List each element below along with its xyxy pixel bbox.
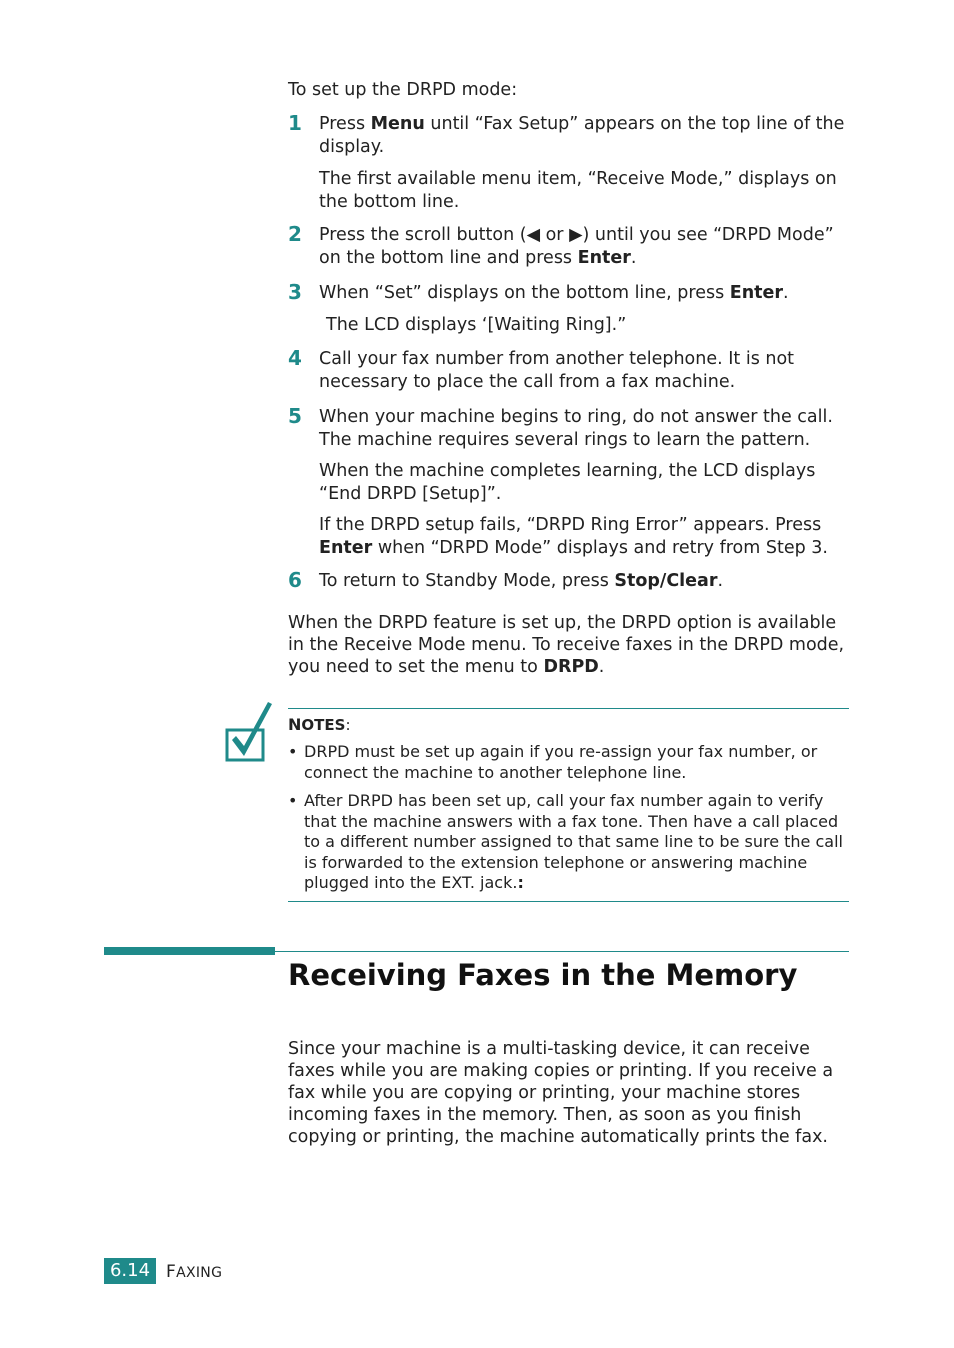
step-note: The first available menu item, “Receive Mode,” displays on the bottom line. — [319, 169, 837, 212]
step-number: 1 — [288, 111, 302, 135]
notes-bottom-rule — [288, 901, 849, 902]
step-note: When the machine completes learning, the LCD displays “End DRPD [Setup]”. — [319, 461, 816, 504]
summary-paragraph: When the DRPD feature is set up, the DRPD option is available in the Receive Mode menu. To receive faxes in the DRPD mode, you need to set the menu to DRPD. — [288, 613, 845, 677]
step-number: 6 — [288, 568, 302, 592]
step-text: Press the scroll button (◀ or ▶) until you see “DRPD Mode” on the bottom line and press Enter. — [319, 225, 834, 268]
section-accent-bar — [104, 947, 275, 955]
step-text: Press Menu until “Fax Setup” appears on the top line of the display. — [319, 114, 845, 157]
note-item: • DRPD must be set up again if you re-assign your fax number, or connect the machine to another telephone line. — [288, 742, 818, 782]
step-text: When your machine begins to ring, do not answer the call. The machine requires several rings to learn the pattern. — [319, 407, 833, 450]
checkmark-note-icon — [224, 700, 276, 764]
section-title: Receiving Faxes in the Memory — [288, 958, 798, 992]
note-item: • After DRPD has been set up, call your fax number again to verify that the machine answers with a fax tone. Then have a call placed to a different number assigned to that same line to be sure the call is forwarded to the extension telephone or answering machine plugged into the EXT. jack.: — [288, 791, 843, 892]
chapter-name: FAXING — [166, 1262, 223, 1282]
step-number: 5 — [288, 404, 302, 428]
step-number: 4 — [288, 346, 302, 370]
step-text: When “Set” displays on the bottom line, press Enter. — [319, 283, 789, 303]
step-number: 3 — [288, 280, 302, 304]
notes-top-rule — [288, 708, 849, 709]
step-note: The LCD displays ‘[Waiting Ring].” — [326, 315, 627, 335]
page-number: 6.14 — [104, 1258, 156, 1284]
notes-title: NOTES: — [288, 715, 351, 734]
intro-text: To set up the DRPD mode: — [288, 80, 518, 100]
step-number: 2 — [288, 222, 302, 246]
scroll-left-icon: ◀ — [526, 225, 541, 245]
step-text: Call your fax number from another telephone. It is not necessary to place the call from a fax machine. — [319, 349, 795, 392]
section-body: Since your machine is a multi-tasking device, it can receive faxes while you are making copies or printing. If you receive a fax while you are copying or printing, your machine stores incoming faxes in the memory. Then, as soon as you finish copying or printing, the machine automatically prints the fax. — [288, 1039, 834, 1147]
section-rule — [275, 951, 849, 952]
scroll-right-icon: ▶ — [569, 225, 583, 245]
step-text: To return to Standby Mode, press Stop/Clear. — [319, 571, 724, 591]
step-note: If the DRPD setup fails, “DRPD Ring Error” appears. Press Enter when “DRPD Mode” displays and retry from Step 3. — [319, 515, 828, 558]
